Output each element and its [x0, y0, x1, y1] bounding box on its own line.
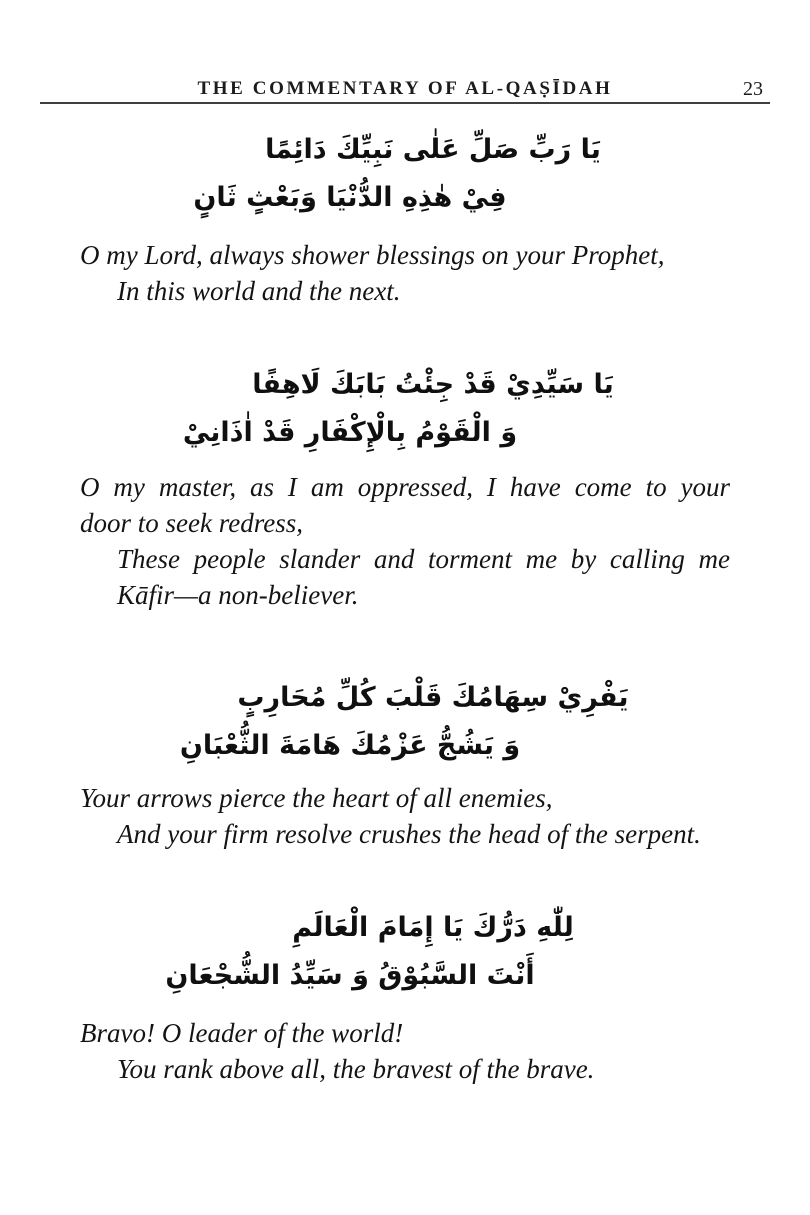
arabic-verse-line: يَا سَيِّدِيْ قَدْ جِئْتُ بَابَكَ لَاهِفًا — [252, 369, 614, 400]
translation-2 — [80, 469, 730, 613]
running-header-title: THE COMMENTARY OF AL-QAṢĪDAH — [197, 78, 613, 99]
translation-line: You rank above all, the bravest of the brave. — [117, 1054, 595, 1084]
arabic-verse-line: فِيْ هٰذِهِ الدُّنْيَا وَبَعْثٍ ثَانٍ — [193, 182, 507, 213]
translation-line: O my Lord, always shower blessings on your Prophet, — [80, 240, 665, 270]
translation-line: O my master, as I am oppressed, I have come to your — [80, 472, 730, 502]
arabic-couplet-4 — [0, 904, 810, 1000]
page-number: 23 — [743, 78, 763, 100]
arabic-verse-line: وَ يَشُجُّ عَزْمُكَ هَامَةَ الثُّعْبَانِ — [179, 730, 521, 761]
translation-line: Bravo! O leader of the world! — [80, 1018, 404, 1048]
translation-line: In this world and the next. — [117, 276, 401, 306]
arabic-couplet-3 — [0, 674, 810, 770]
arabic-couplet-2 — [0, 361, 810, 457]
translation-3 — [80, 780, 730, 852]
header-rule — [40, 102, 770, 104]
translation-4 — [80, 1015, 730, 1087]
translation-line: Your arrows pierce the heart of all enemies, — [80, 783, 553, 813]
translation-line: These people slander and torment me by calling me — [117, 544, 730, 574]
arabic-verse-line: يَا رَبِّ صَلِّ عَلٰى نَبِيِّكَ دَائِمًا — [265, 134, 601, 165]
running-header — [0, 78, 810, 102]
translation-line: Kāfir—a non-believer. — [117, 580, 359, 610]
translation-1 — [80, 237, 730, 309]
arabic-verse-line: لِلّٰهِ دَرُّكَ يَا إِمَامَ الْعَالَمِ — [292, 912, 574, 943]
arabic-verse-line: أَنْتَ السَّبُوْقُ وَ سَيِّدُ الشُّجْعَانِ — [165, 960, 535, 991]
arabic-verse-line: وَ الْقَوْمُ بِالْإِكْفَارِ قَدْ اٰذَانِيْ — [182, 417, 518, 448]
translation-line: door to seek redress, — [80, 508, 303, 538]
arabic-couplet-1 — [0, 126, 810, 222]
translation-line: And your firm resolve crushes the head of the serpent. — [117, 819, 701, 849]
arabic-verse-line: يَفْرِيْ سِهَامُكَ قَلْبَ كُلِّ مُحَارِبٍ — [237, 682, 629, 713]
